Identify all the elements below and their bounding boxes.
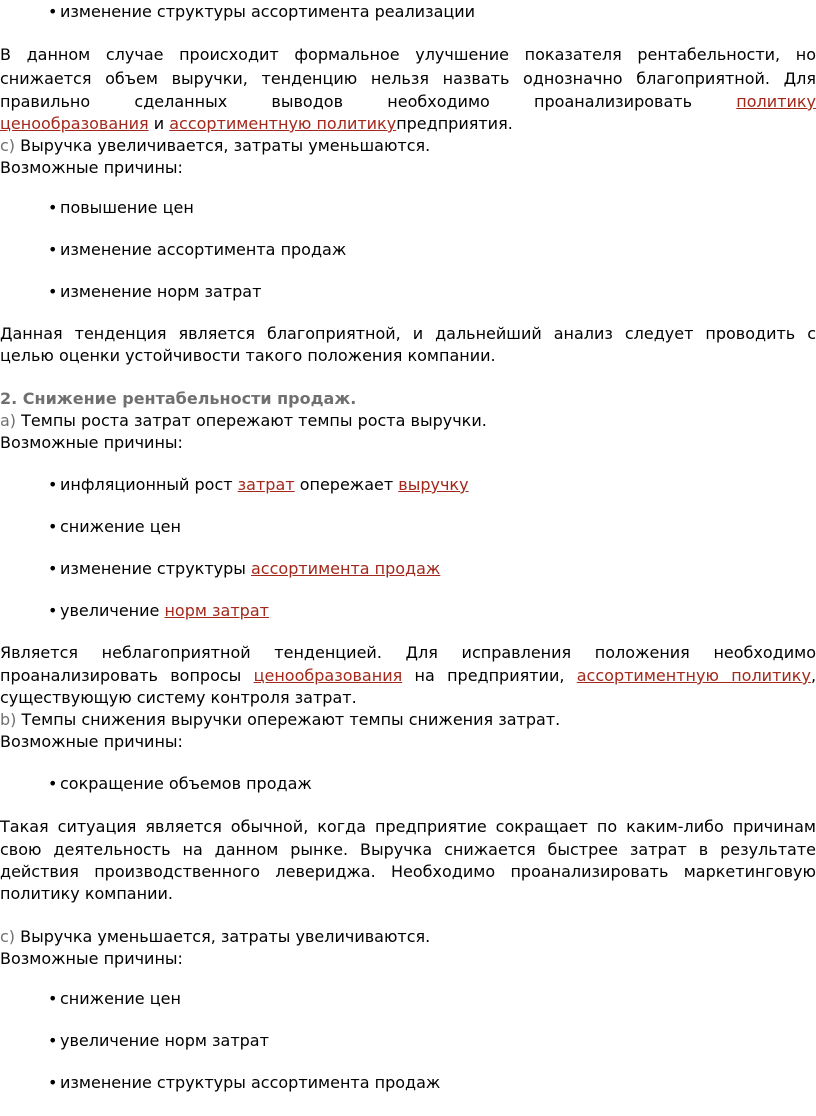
bullet-icon: • [48,240,58,259]
list-item: • изменение структуры ассортимента продаж [48,1073,441,1092]
paragraph-line: проанализировать вопросы ценообразования на предприятии, ассортиментную политику, [0,666,816,685]
link-cost-norms[interactable]: норм затрат [164,601,269,620]
bullet-icon: • [48,2,58,21]
link-assortment-policy[interactable]: ассортиментную политику [576,666,811,685]
bullet-icon: • [48,601,58,620]
list-item: • изменение норм затрат [48,282,262,301]
paragraph-line: целью оценки устойчивости такого положения компании. [0,346,496,365]
subsection-heading: c) Выручка увеличивается, затраты уменьшаются. [0,136,431,155]
subsection-heading: c) Выручка уменьшается, затраты увеличиваются. [0,927,431,946]
list-item: • увеличение норм затрат [48,601,269,620]
paragraph-line: существующую систему контроля затрат. [0,688,357,707]
link-assortment-policy[interactable]: ассортиментную политику [169,114,397,133]
subsection-label: c) [0,136,16,155]
paragraph-line: правильно сделанных выводов необходимо проанализировать политику [0,92,816,111]
paragraph-line: В данном случае происходит формальное улучшение показателя рентабельности, но [0,45,816,64]
bullet-icon: • [48,1031,58,1050]
paragraph-line: Является неблагоприятной тенденцией. Для исправления положения необходимо [0,643,816,662]
bullet-icon: • [48,989,58,1008]
reasons-label: Возможные причины: [0,949,183,968]
list-item: • изменение структуры ассортимента продаж [48,559,441,578]
bullet-icon: • [48,517,58,536]
link-pricing-policy[interactable]: политику [736,92,816,111]
paragraph-line: Такая ситуация является обычной, когда предприятие сокращает по каким-либо причинам [0,817,816,836]
link-pricing[interactable]: ценообразования [0,114,149,133]
paragraph-line: политику компании. [0,884,173,903]
list-item: • сокращение объемов продаж [48,774,312,793]
link-sales-assortment[interactable]: ассортимента продаж [251,559,441,578]
list-item: • изменение структуры ассортимента реализации [48,2,476,21]
paragraph-line: действия производственного левериджа. Необходимо проанализировать маркетинговую [0,862,816,881]
reasons-label: Возможные причины: [0,732,183,751]
paragraph-line: Данная тенденция является благоприятной, и дальнейший анализ следует проводить с [0,324,816,343]
subsection-label: b) [0,710,17,729]
subsection-label: a) [0,411,17,430]
reasons-label: Возможные причины: [0,433,183,452]
list-item: • снижение цен [48,989,181,1008]
list-item: • изменение ассортимента продаж [48,240,347,259]
bullet-icon: • [48,559,58,578]
paragraph-line: ценообразования и ассортиментную политикупредприятия. [0,114,513,133]
list-item: • повышение цен [48,198,194,217]
bullet-icon: • [48,475,58,494]
subsection-label: c) [0,927,16,946]
paragraph-line: снижается объем выручки, тенденцию нельзя назвать однозначно благоприятной. Для [0,69,816,88]
section-heading: 2. Снижение рентабельности продаж. [0,389,357,408]
link-revenue[interactable]: выручку [398,475,469,494]
bullet-icon: • [48,198,58,217]
list-item: • инфляционный рост затрат опережает выручку [48,475,469,494]
bullet-icon: • [48,282,58,301]
bullet-icon: • [48,774,58,793]
subsection-heading: b) Темпы снижения выручки опережают темпы снижения затрат. [0,710,561,729]
list-item: • увеличение норм затрат [48,1031,269,1050]
list-item: • снижение цен [48,517,181,536]
paragraph-line: свою деятельность на данном рынке. Выручка снижается быстрее затрат в результате [0,840,816,859]
link-costs[interactable]: затрат [237,475,295,494]
bullet-icon: • [48,1073,58,1092]
link-pricing[interactable]: ценообразования [253,666,403,685]
reasons-label: Возможные причины: [0,158,183,177]
subsection-heading: a) Темпы роста затрат опережают темпы роста выручки. [0,411,487,430]
